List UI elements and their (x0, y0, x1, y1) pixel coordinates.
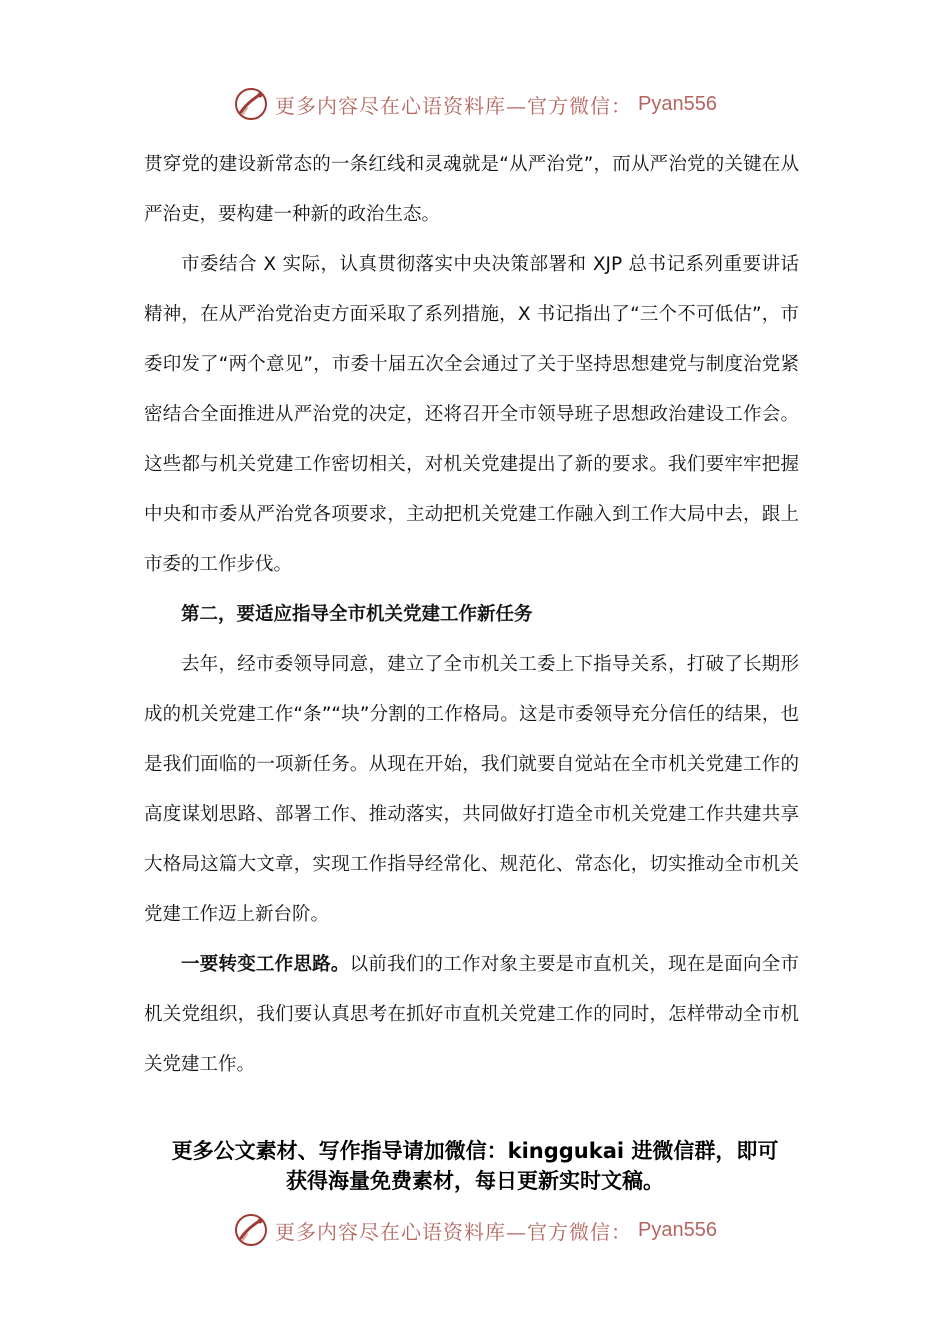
paragraph-4-text: 以前我们的工作对象主要是市直机关，现在是面向全市机关党组织，我们要认真思考在抓好市直机关党建工作的同时，怎样带动全市机关党建工作。 (144, 954, 799, 1075)
footer-banner-wechat-id: Pyan556 (638, 1218, 717, 1241)
paragraph-4-lead: 一要转变工作思路。 (181, 954, 350, 975)
promo-line-1: 更多公文素材、写作指导请加微信：kinggukai 进微信群，即可 (171, 1139, 779, 1163)
header-banner-wechat-id: Pyan556 (638, 92, 717, 115)
promo-notice (120, 1136, 830, 1196)
document-body (144, 140, 799, 1090)
paragraph-4 (144, 940, 799, 1090)
header-banner-text: 更多内容尽在心语资料库—官方微信： (275, 93, 633, 118)
pen-logo-icon (233, 1212, 269, 1248)
footer-banner (0, 1210, 950, 1250)
section-heading-2: 第二，要适应指导全市机关党建工作新任务 (181, 604, 533, 625)
header-banner (0, 84, 950, 124)
paragraph-1: 贯穿党的建设新常态的一条红线和灵魂就是“从严治党”，而从严治党的关键在从严治吏，要构建一种新的政治生态。 (144, 154, 799, 225)
paragraph-3: 去年，经市委领导同意，建立了全市机关工委上下指导关系，打破了长期形成的机关党建工作“条”“块”分割的工作格局。这是市委领导充分信任的结果，也是我们面临的一项新任务。从现在开始，我们就要自觉站在全市机关党建工作的高度谋划思路、部署工作、推动落实，共同做好打造全市机关党建工作共建共享大格局这篇大文章，实现工作指导经常化、规范化、常态化，切实推动全市机关党建工作迈上新台阶。 (144, 654, 799, 925)
footer-banner-text: 更多内容尽在心语资料库—官方微信： (275, 1219, 633, 1244)
promo-line-2: 获得海量免费素材，每日更新实时文稿。 (286, 1169, 664, 1193)
paragraph-2: 市委结合 X 实际，认真贯彻落实中央决策部署和 XJP 总书记系列重要讲话精神，在从严治党治吏方面采取了系列措施，X 书记指出了“三个不可低估”，市委印发了“两个意见”，市委十届五次全会通过了关于坚持思想建党与制度治党紧密结合全面推进从严治党的决定，还将召开全市领导班子思想政治建设工作会。这些都与机关党建工作密切相关，对机关党建提出了新的要求。我们要牢牢把握中央和市委从严治党各项要求，主动把机关党建工作融入到工作大局中去，跟上市委的工作步伐。 (144, 254, 799, 575)
pen-logo-icon (233, 86, 269, 122)
